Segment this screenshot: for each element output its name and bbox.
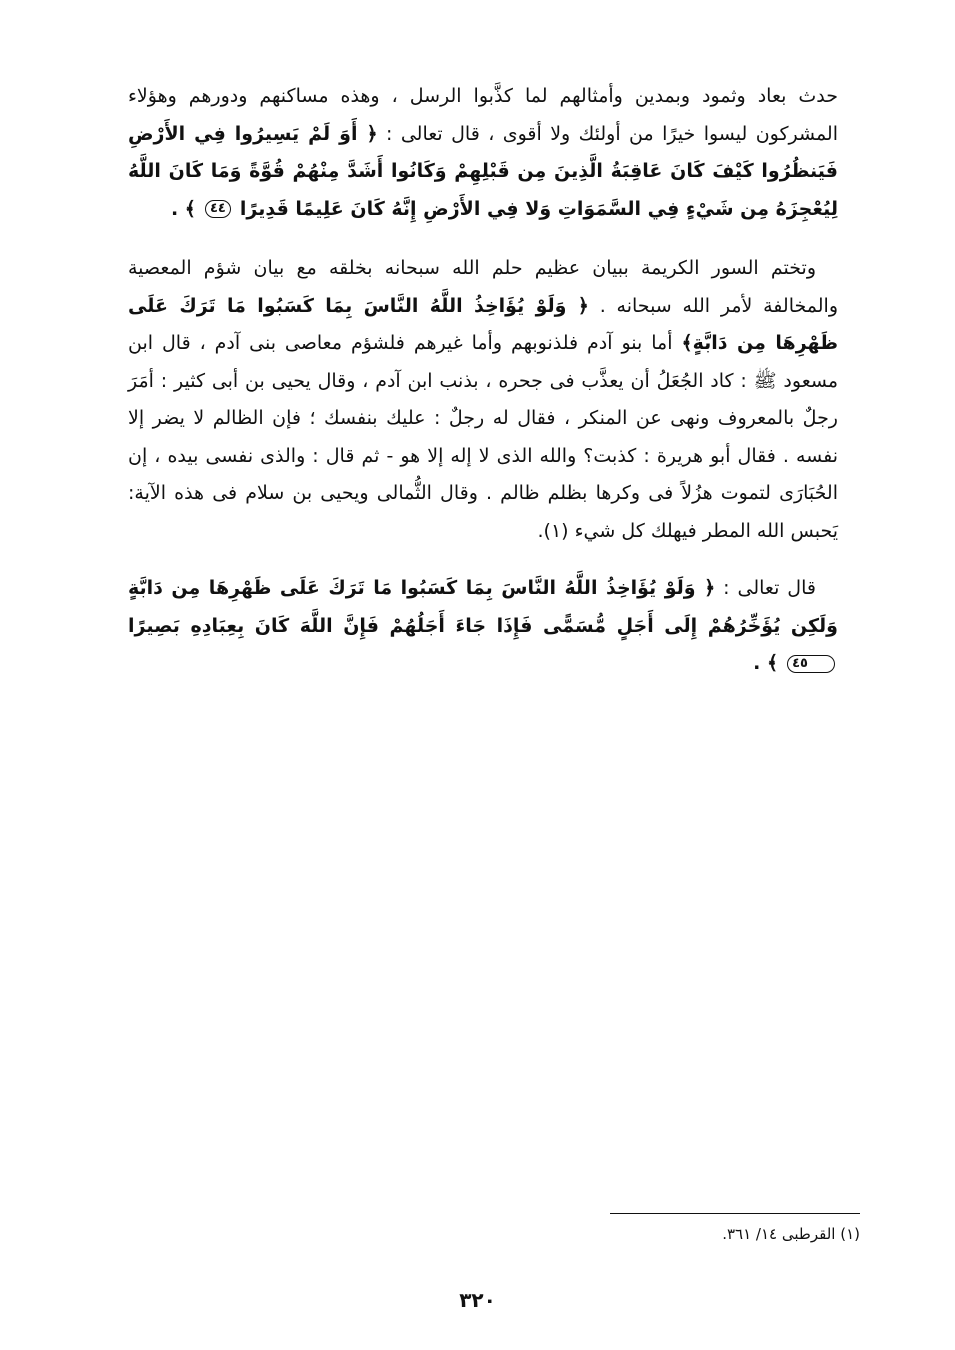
- quran-verse-45: ﴿ وَلَوْ يُؤَاخِذُ اللَّهُ النَّاسَ بِمَا كَسَبُوا مَا تَرَكَ عَلَى ظَهْرِهَا مِن دَابَّةٍ وَلَكِن يُؤَخِّرُهُمْ إِلَى أَجَلٍ مُّسَمًّى فَإِذَا جَاءَ أَجَلُهُمْ فَإِنَّ اللَّهَ كَانَ بِعِبَادِهِ بَصِيرًا: [128, 577, 838, 637]
- paragraph-3-intro: قال تعالى :: [715, 577, 816, 599]
- paragraph-1-text-1: حدث بعاد وثمود وبمدين وأمثالهم لما كذَّبوا الرسل ، وهذه مساكنهم ودورهم وهؤلاء: [128, 85, 838, 107]
- quran-verse-44: ﴿ أَوَ لَمْ يَسِيرُوا فِي الأَرْضِ فَيَنظُرُوا كَيْفَ كَانَ عَاقِبَةُ الَّذِينَ مِن قَبْلِهِمْ وَكَانُوا أَشَدَّ مِنْهُمْ قُوَّةً وَمَا كَانَ اللَّهُ لِيُعْجِزَهُ مِن شَيْءٍ فِي السَّمَوَاتِ وَلا فِي الأَرْضِ إِنَّهُ كَانَ عَلِيمًا قَدِيرًا: [128, 122, 838, 220]
- quran-close-bracket-2: ﴾ .: [753, 652, 779, 674]
- paragraph-1-text-2: المشركون ليسوا خيرًا من أولئك ولا أقوى ، قال تعالى :: [377, 122, 838, 145]
- quran-close-bracket: ﴾ .: [170, 197, 196, 220]
- footnote: (١) القرطبى ١٤/ ٣٦١.: [722, 1225, 860, 1243]
- paragraph-2: [128, 250, 838, 550]
- paragraph-2-text-b: أما بنو آدم فلذنوبهم وأما غيرهم فلشؤم معاصى بنى آدم ، قال ابن مسعود ﷺ : كاد الجُعَلُ أن يعذَّب فى جحره ، بذنب ابن آدم ، وقال يحيى بن أبى كثير : أمَرَ رجلٌ بالمعروف ونهى عن المنكر ، فقال له رجلٌ : عليك بنفسك ؛ فإن الظالم لا يضر إلا نفسه . فقال أبو هريرة : كذبت؟ والله الذى لا إله إلا هو - ثم قال : والذى نفسى بيده ، إن الحُبَارَى لتموت هزُلاً فى وكرها بظلم ظالم . وقال الثُّمالى ويحيى بن سلام فى هذه الآية: يَحبس الله المطر فيهلك كل شيء (١).: [128, 332, 838, 542]
- footnote-divider: [610, 1213, 860, 1214]
- paragraph-2-text-a: وتختم السور الكريمة ببيان عظيم حلم الله سبحانه بخلقه مع بيان شؤم المعصية والمخالفة لأمر الله سبحانه .: [128, 257, 838, 317]
- paragraph-3: [128, 570, 838, 683]
- page-number: ٣٢٠: [459, 1288, 496, 1312]
- verse-number-45: ٤٥: [787, 655, 835, 673]
- verse-number-44: ٤٤: [205, 200, 231, 218]
- quran-verse-45-part: ﴿ وَلَوْ يُؤَاخِذُ اللَّهُ النَّاسَ بِمَا كَسَبُوا مَا تَرَكَ عَلَى ظَهْرِهَا مِن دَابَّةٍ﴾: [128, 294, 838, 354]
- paragraph-1: [128, 78, 838, 228]
